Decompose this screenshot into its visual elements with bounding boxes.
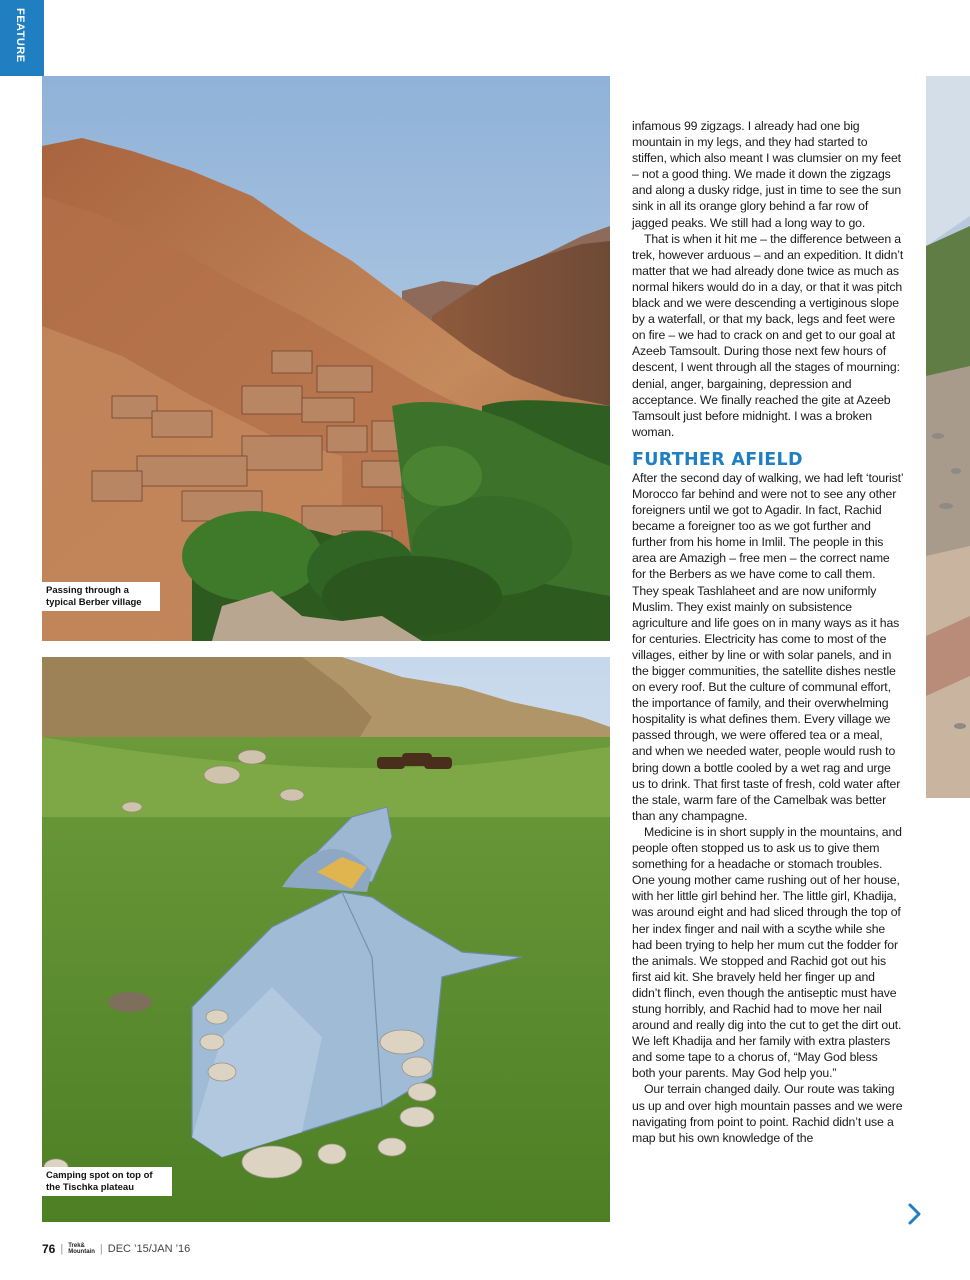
article-column — [632, 118, 904, 1146]
section-tab — [0, 0, 44, 76]
camp-caption — [42, 1167, 172, 1196]
village-photo — [42, 76, 610, 641]
article-paragraph: After the second day of walking, we had left ‘tourist’ Morocco far behind and were not to see any other foreigners until we got to Agadir. In fact, Rachid became a foreigner too as we got further and further from his home in Imlil. The people in this area are Amazigh – free men – the correct name for the Berbers as we have come to call them. They speak Tashlaheet and are now uniformly Muslim. They exist mainly on subsistence agriculture and life goes on in many ways as it has for centuries. Electricity has come to most of the villages, either by line or with solar panels, and in the bigger communities, the satellite dishes nestle on every roof. But the culture of communal effort, the importance of family, and their overwhelming hospitality is what defines them. Every village we passed through, we were offered tea or a meal, and when we needed water, people would rush to bring down a bottle cooled by a wet rag and urge us to drink. That first taste of fresh, cold water after the stale, warm fare of the Camelbak was better than any champagne. — [632, 470, 904, 823]
footer-divider: | — [99, 1243, 103, 1255]
magazine-logo — [68, 1243, 95, 1255]
logo-line-2: Mountain — [68, 1249, 95, 1255]
camp-photo — [42, 657, 610, 1222]
footer-divider: | — [60, 1243, 64, 1255]
section-tab-label: FEATURE — [14, 8, 26, 63]
village-caption — [42, 582, 160, 611]
article-paragraph: Our terrain changed daily. Our route was taking us up and over high mountain passes and we were navigating from point to point. Rachid didn’t use a map but his own knowledge of the — [632, 1082, 903, 1145]
logo-line-1: Trek& — [68, 1243, 85, 1249]
page-number: 76 — [42, 1242, 56, 1256]
facing-page-photo-edge — [926, 76, 970, 798]
article-paragraph: That is when it hit me – the difference between a trek, however arduous – and an expedition. It didn’t matter that we had already done twice as much as normal hikers would do in a day, or that it was pitch black and we were descending a vertiginous slope by a waterfall, or that my back, legs and feet were on fire – we had to crack on and get to our goal at Azeeb Tamsoult. During those next few hours of descent, I went through all the stages of mourning: denial, anger, bargaining, depression and acceptance. We finally reached the gite at Azeeb Tamsoult just before midnight. I was a broken woman. — [632, 231, 904, 439]
article-paragraph: infamous 99 zigzags. I already had one big mountain in my legs, and they had started to stiffen, which also meant I was clumsier on my feet – not a good thing. We made it down the zigzags and along a dusky ridge, just in time to see the sun sink in all its orange glory behind a far row of jagged peaks. We still had a long way to go. — [632, 119, 902, 230]
article-paragraph: Medicine is in short supply in the mountains, and people often stopped us to ask us to give them something for a headache or stomach troubles. One young mother came rushing out of her house, with her little girl behind her. The little girl, Khadija, was around eight and had sliced through the top of her index finger and nail with a scythe while she had been trying to help her mum cut the fodder for the animals. We stopped and Rachid got out his first aid kit. She bravely held her finger up and didn’t flinch, even though the antiseptic must have stung horribly, and Rachid had to move her nail around and really dig into the cut to get the dirt out. We left Khadija and her family with extra plasters and some tape to a chorus of, “May God bless both your parents. May God help you.” — [632, 824, 902, 1081]
issue-date: DEC ’15/JAN ’16 — [107, 1243, 191, 1255]
page-footer — [42, 1242, 190, 1256]
section-heading: FURTHER AFIELD — [632, 449, 803, 470]
village-caption-text: Passing through a typical Berber village — [46, 585, 142, 608]
camp-caption-text: Camping spot on top of the Tischka plateau — [46, 1170, 153, 1193]
continue-arrow-icon — [904, 1202, 924, 1226]
